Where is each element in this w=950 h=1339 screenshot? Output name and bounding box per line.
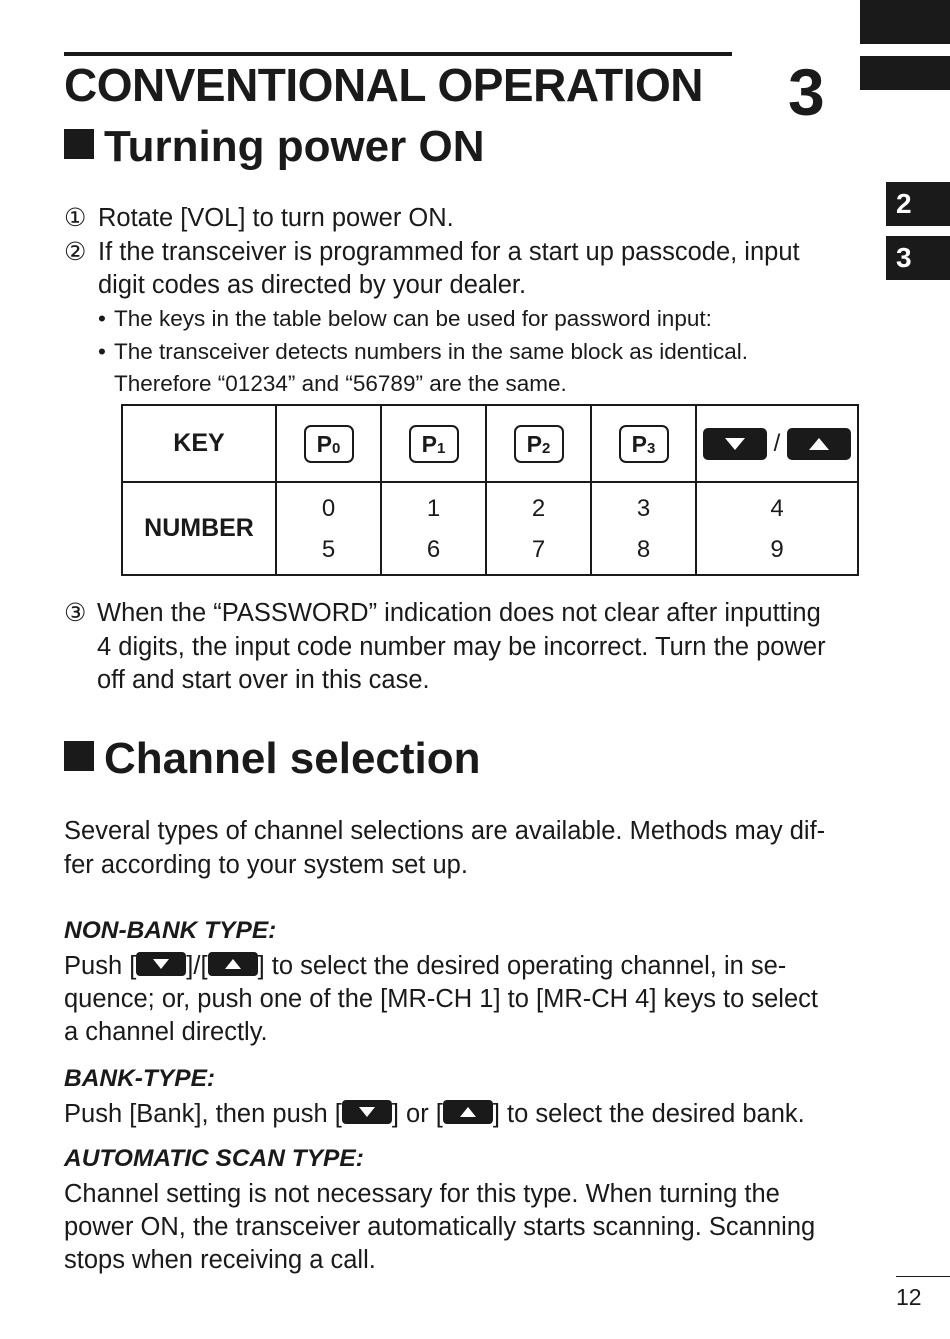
p2-key[interactable]: $P_2$ xyxy=(514,425,564,463)
chapter-title: CONVENTIONAL OPERATION xyxy=(64,59,703,111)
up-key[interactable] xyxy=(443,1100,493,1124)
table-cell xyxy=(276,405,381,482)
number-cell: 4 9 xyxy=(696,482,858,575)
p1-key[interactable]: $P_1$ xyxy=(409,425,459,463)
thumb-tab-top xyxy=(860,0,950,44)
down-arrow-icon xyxy=(359,1107,375,1117)
up-key[interactable] xyxy=(787,428,851,460)
bank-line: Push [Bank], then push [ ] or [ ] to select the desired bank. xyxy=(64,1100,805,1128)
number-cell: 1 6 xyxy=(381,482,486,575)
step-text: When the “PASSWORD” indication does not clear after inputting xyxy=(97,599,821,627)
chapter-number: 3 xyxy=(788,55,825,129)
auto-scan-line: power ON, the transceiver automatically starts scanning. Scanning xyxy=(64,1213,816,1241)
number-cell: 3 8 xyxy=(591,482,696,575)
key-header: KEY xyxy=(122,405,276,482)
up-key[interactable] xyxy=(208,952,258,976)
p3-key[interactable]: $P_3$ xyxy=(619,425,669,463)
section-square-icon xyxy=(64,129,94,159)
thumb-tab-chapter xyxy=(860,56,950,90)
down-arrow-icon xyxy=(725,438,745,450)
up-arrow-icon xyxy=(809,438,829,450)
password-key-table xyxy=(121,404,859,576)
down-key[interactable] xyxy=(136,952,186,976)
non-bank-line: Push [ ]/[ ] to select the desired operating channel, in se- xyxy=(64,952,787,980)
auto-scan-line: Channel setting is not necessary for this type. When turning the xyxy=(64,1180,780,1208)
page-number: 12 xyxy=(896,1284,922,1310)
up-arrow-icon xyxy=(225,959,241,969)
bullet-dot: • xyxy=(98,339,106,364)
table-row-numbers xyxy=(122,482,858,575)
p0-key[interactable]: $P_0$ xyxy=(304,425,354,463)
section-title-channel-selection xyxy=(64,734,481,784)
bullet-dot: • xyxy=(98,306,106,331)
section-title-text: Channel selection xyxy=(104,734,481,783)
section-square-icon xyxy=(64,741,94,771)
page-number-rule xyxy=(896,1276,950,1277)
step-text: Rotate [VOL] to turn power ON. xyxy=(98,204,454,232)
down-key[interactable] xyxy=(342,1100,392,1124)
table-cell xyxy=(696,405,858,482)
non-bank-line: quence; or, push one of the [MR-CH 1] to [MR-CH 4] keys to select xyxy=(64,985,818,1013)
non-bank-line: a channel directly. xyxy=(64,1018,268,1046)
bank-heading: BANK-TYPE: xyxy=(64,1065,216,1092)
section-title-text: Turning power ON xyxy=(104,122,485,171)
step-text: If the transceiver is programmed for a start up passcode, input xyxy=(98,238,800,266)
step-marker: ② xyxy=(64,238,87,266)
side-tab-3[interactable]: 3 xyxy=(886,236,950,280)
step-text: off and start over in this case. xyxy=(97,666,430,694)
number-cell: 0 5 xyxy=(276,482,381,575)
section-title-power-on xyxy=(64,122,485,172)
step-text: digit codes as directed by your dealer. xyxy=(98,271,527,299)
step-marker: ③ xyxy=(64,599,87,627)
intro-text: fer according to your system set up. xyxy=(64,851,468,879)
table-cell xyxy=(591,405,696,482)
step-marker: ① xyxy=(64,204,87,232)
down-key[interactable] xyxy=(703,428,767,460)
number-cell: 2 7 xyxy=(486,482,591,575)
up-arrow-icon xyxy=(460,1107,476,1117)
table-cell xyxy=(381,405,486,482)
auto-scan-heading: AUTOMATIC SCAN TYPE: xyxy=(64,1145,364,1172)
table-row-keys xyxy=(122,405,858,482)
number-header: NUMBER xyxy=(122,482,276,575)
bullet-text: The transceiver detects numbers in the same block as identical. xyxy=(114,339,749,364)
step-text: 4 digits, the input code number may be incorrect. Turn the power xyxy=(97,633,826,661)
side-tab-2[interactable]: 2 xyxy=(886,182,950,226)
down-arrow-icon xyxy=(153,959,169,969)
non-bank-heading: NON-BANK TYPE: xyxy=(64,917,277,944)
intro-text: Several types of channel selections are available. Methods may dif- xyxy=(64,817,826,845)
header-rule xyxy=(64,52,732,56)
bullet-text: The keys in the table below can be used for password input: xyxy=(114,306,712,331)
table-cell xyxy=(486,405,591,482)
auto-scan-line: stops when receiving a call. xyxy=(64,1246,376,1274)
key-separator: / xyxy=(773,429,781,457)
bullet-text: Therefore “01234” and “56789” are the same. xyxy=(114,371,567,396)
